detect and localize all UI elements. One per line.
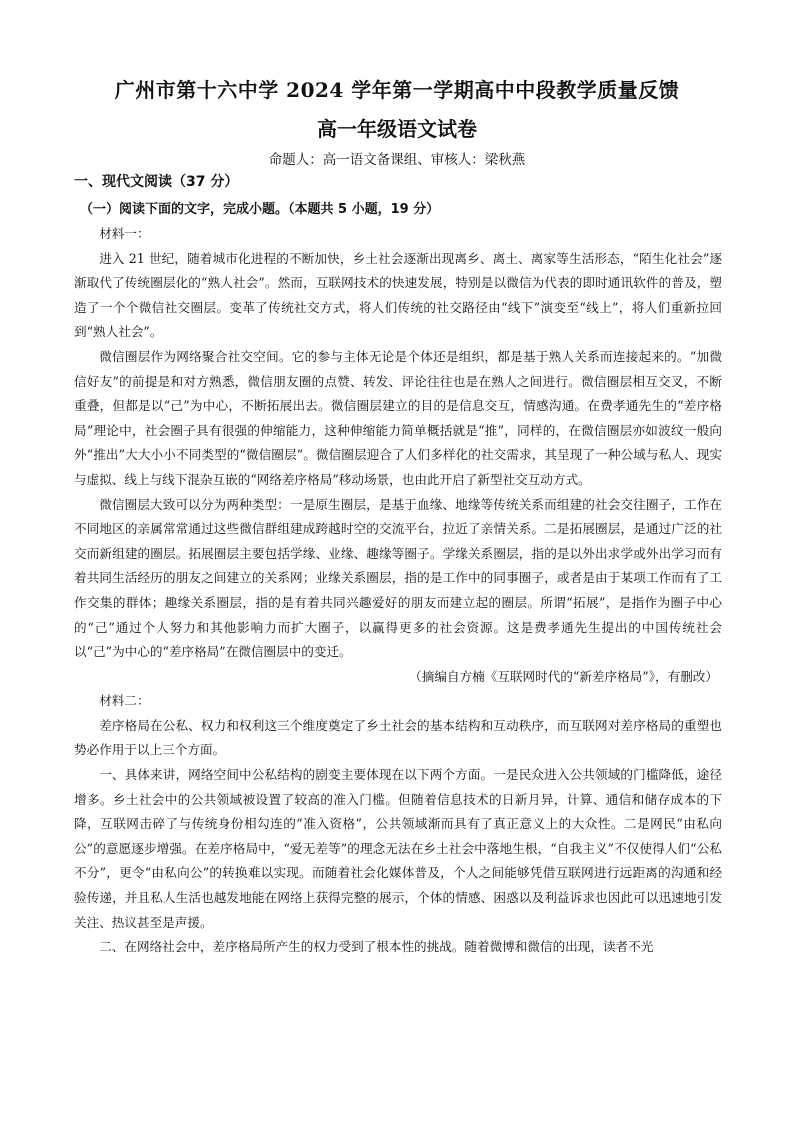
- section-heading: 一、现代文阅读（37 分）: [74, 174, 239, 190]
- subsection-heading: （一）阅读下面的文字，完成小题。（本题共 5 小题，19 分）: [80, 202, 440, 217]
- paragraph: 差序格局在公私、权力和权利这三个维度奠定了乡土社会的基本结构和互动秩序，而互联网对差序格局的重塑也势必作用于以上三个方面。: [74, 717, 722, 758]
- exam-title: 广州市第十六中学 2024 学年第一学期高中中段教学质量反馈: [114, 78, 680, 102]
- author-line: 命题人：高一语文备课组、审核人：梁秋燕: [268, 152, 526, 168]
- source-citation: （摘编自方楠《互联网时代的“新差序格局”》，有删改）: [409, 668, 718, 684]
- exam-subtitle: 高一年级语文试卷: [317, 117, 477, 141]
- material-label: 材料一：: [99, 226, 150, 241]
- paragraph: 进入 21 世纪，随着城市化进程的不断加快，乡土社会逐渐出现离乡、离土、离家等生活形态，“陌生化社会”逐渐取代了传统圈层化的“熟人社会”。然而，互联网技术的快速发展，特别是以微信为代表的即时通讯软件的普及，塑造了一个个微信社交圈层。变革了传统社交方式，将人们传统的社交路径由“线下”演变至“线上”，将人们重新拉回到“熟人社会”。: [74, 250, 722, 340]
- paragraph: 微信圈层作为网络聚合社交空间。它的参与主体无论是个体还是组织，都是基于熟人关系而连接起来的。“加微信好友”的前提是和对方熟悉，微信朋友圈的点赞、转发、评论往往也是在熟人之间进行。微信圈层相互交叉，不断重叠，但都是以“己”为中心，不断拓展出去。微信圈层建立的目的是信息交互，情感沟通。在费孝通先生的“差序格局”理论中，社会圈子具有很强的伸缩能力，这种伸缩能力简单概括就是“推”，同样的，在微信圈层亦如波纹一般向外“推出”大大小小不同类型的“微信圈层”。微信圈层迎合了人们多样化的社交需求，其呈现了一种公域与私人、现实与虚拟、线上与线下混杂互嵌的“网络差序格局”移动场景，也由此开启了新型社交互动方式。: [74, 348, 722, 487]
- paragraph: 微信圈层大致可以分为两种类型：一是原生圈层，是基于血缘、地缘等传统关系而组建的社会交往圈子，工作在不同地区的亲属常常通过这些微信群组建成跨越时空的交流平台，拉近了亲情关系。二是拓展圈层，是通过广泛的社交而新组建的圈层。拓展圈层主要包括学缘、业缘、趣缘等圈子。学缘关系圈层，指的是以外出求学或外出学习而有着共同生活经历的朋友之间建立的关系网；业缘关系圈层，指的是工作中的同事圈子，或者是由于某项工作而有了工作交集的群体；趣缘关系圈层，指的是有着共同兴趣爱好的朋友而建立起的圈层。所谓“拓展”，是指作为圈子中心的“己”通过个人努力和其他影响力而扩大圈子，以赢得更多的社会资源。这是费孝通先生提出的中国传统社会以“己”为中心的“差序格局”在微信圈层中的变迁。: [74, 496, 722, 660]
- paragraph: 二、在网络社会中，差序格局所产生的权力受到了根本性的挑战。随着微博和微信的出现，读者不光: [99, 939, 654, 955]
- material-label: 材料二：: [99, 693, 150, 709]
- passage-body: [74, 222, 722, 960]
- paragraph: 一、具体来讲，网络空间中公私结构的剧变主要体现在以下两个方面。一是民众进入公共领域的门槛降低，途径增多。乡土社会中的公共领域被设置了较高的准入门槛。但随着信息技术的日新月异，计算、通信和储存成本的下降，互联网击碎了与传统身份相勾连的“准入资格”，公共领域渐而具有了真正意义上的大众性。二是网民“由私向公”的意愿逐步增强。在差序格局中，“爱无差等”的理念无法在乡土社会中落地生根，“自我主义”不仅使得人们“公私不分”，更令“由私向公”的转换难以实现。而随着社会化媒体普及，个人之间能够凭借互联网进行远距离的沟通和经验传递，并且私人生活也越发地能在网络上获得完整的展示，个体的情感、困惑以及利益诉求也因此可以迅速地引发关注、热议甚至是声援。: [74, 767, 722, 930]
